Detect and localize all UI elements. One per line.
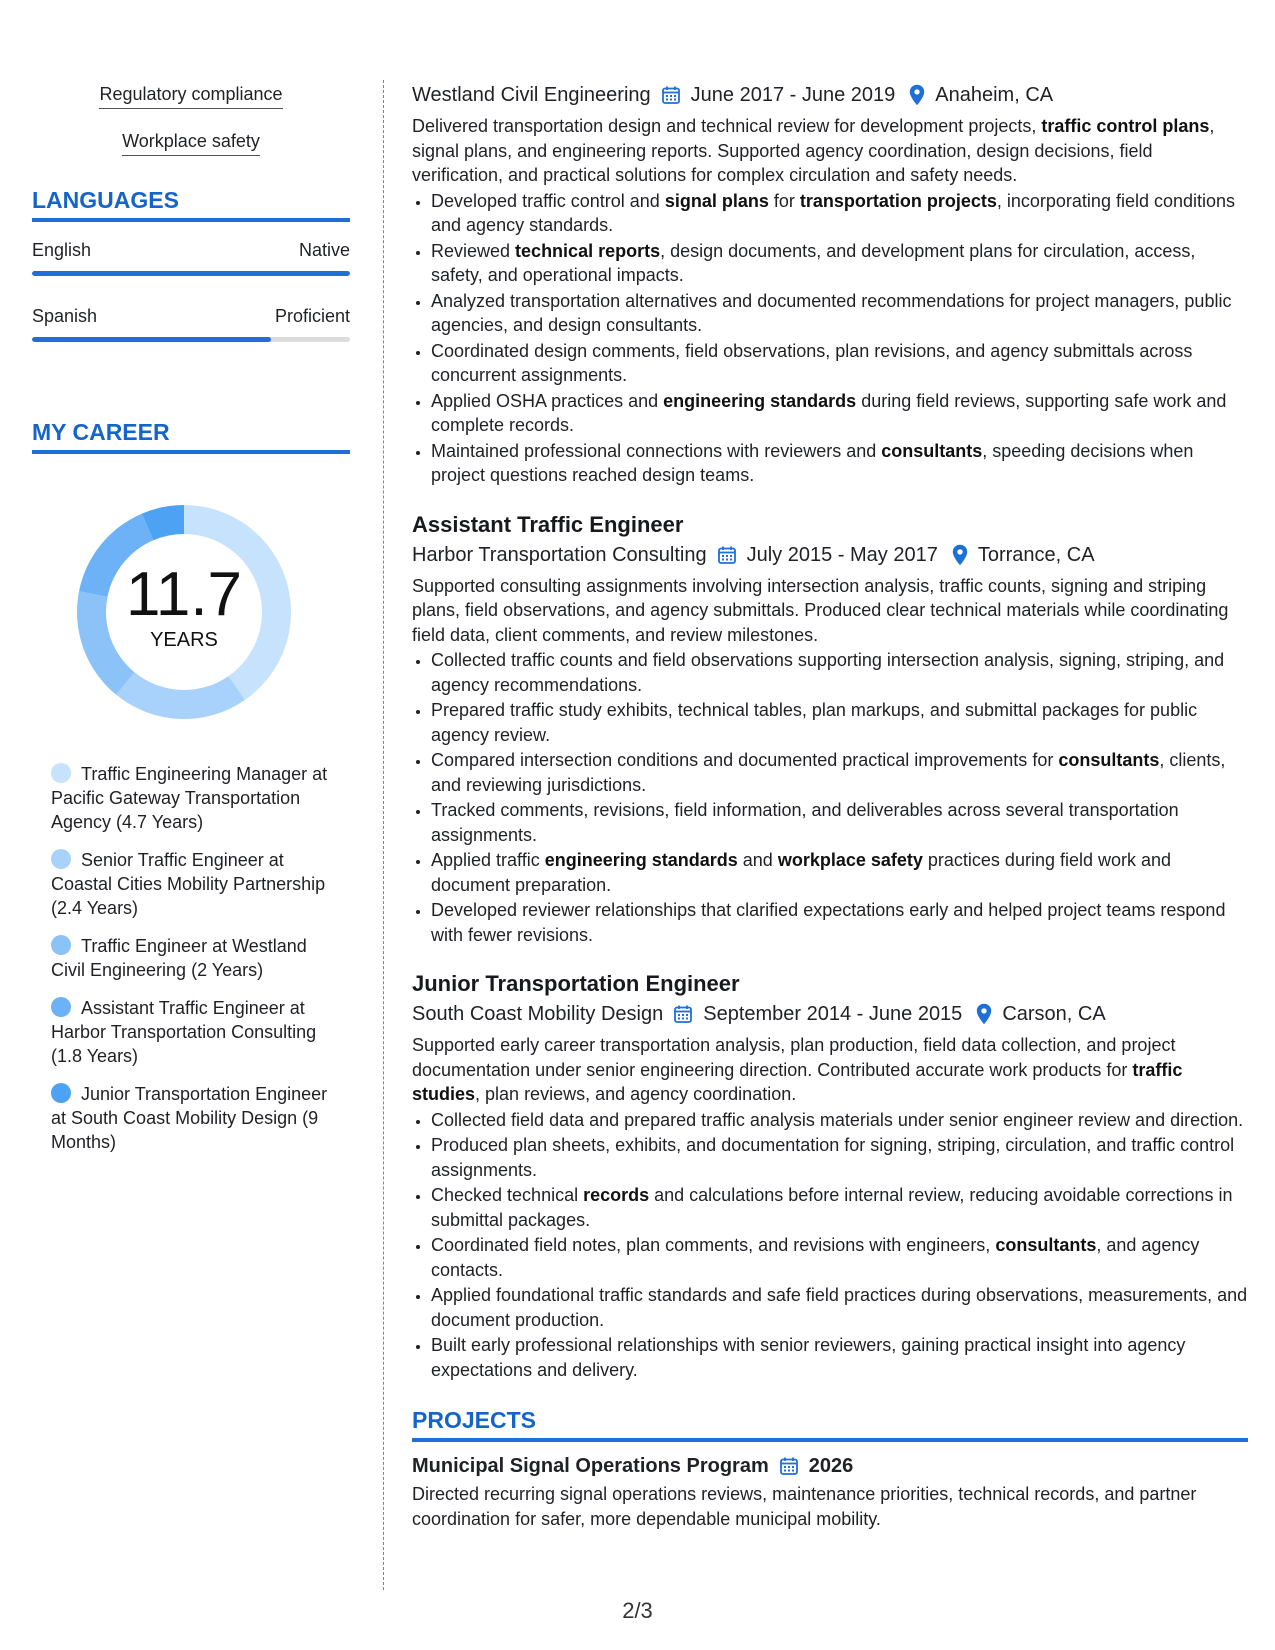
column-divider	[383, 80, 384, 1590]
job-bullet: • Coordinated design comments, field observations, plan revisions, and agency submittals across concurrent assignments.	[431, 339, 1248, 388]
company-name: Harbor Transportation Consulting	[412, 543, 707, 566]
project-description: Directed recurring signal operations reviews, maintenance priorities, technical records, and partner coordination for safer, more dependable municipal mobility.	[412, 1484, 1197, 1529]
job-bullet: • Prepared traffic study exhibits, technical tables, plan markups, and submittal packages for public agency review.	[431, 698, 1248, 747]
projects-heading: PROJECTS	[412, 1406, 1248, 1442]
career-total-years: 11.7	[125, 560, 243, 629]
project-title: Municipal Signal Operations Program	[412, 1455, 769, 1477]
language-bar-fill	[32, 271, 350, 276]
job-dates: June 2017 - June 2019	[690, 84, 896, 106]
legend-dot-icon	[51, 997, 71, 1017]
language-entry	[32, 238, 350, 276]
job-bullets	[412, 1108, 1248, 1383]
job-title: Assistant Traffic Engineer	[412, 511, 684, 537]
job-bullets	[412, 648, 1248, 947]
job-meta	[412, 540, 1248, 570]
job-bullet: • Tracked comments, revisions, field information, and deliverables across several transportation assignments.	[431, 798, 1248, 847]
calendar-icon	[661, 85, 681, 105]
job-bullet: • Compared intersection conditions and documented practical improvements for consultants, clients, and reviewing jurisdictions.	[431, 748, 1248, 797]
language-bar	[32, 271, 350, 276]
company-name: South Coast Mobility Design	[412, 1003, 664, 1025]
job-entry	[412, 969, 1248, 1382]
map-pin-icon	[976, 1003, 992, 1025]
job-dates: September 2014 - June 2015	[703, 1003, 963, 1025]
job-bullet: • Coordinated field notes, plan comments, and revisions with engineers, consultants, and agency contacts.	[431, 1233, 1248, 1282]
job-bullet: • Checked technical records and calculations before internal review, reducing avoidable corrections in submittal packages.	[431, 1183, 1248, 1232]
job-location: Carson, CA	[1002, 1003, 1106, 1025]
skill-tag: Workplace safety	[122, 129, 260, 156]
donut-center	[66, 494, 302, 730]
experience-list	[412, 80, 1248, 1382]
career-list	[51, 762, 329, 1154]
skills-list	[32, 82, 350, 156]
legend-dot-icon	[51, 763, 71, 783]
job-bullet: • Applied OSHA practices and engineering standards during field reviews, supporting safe work and complete records.	[431, 389, 1248, 438]
career-heading: MY CAREER	[32, 418, 350, 454]
language-entry	[32, 304, 350, 342]
career-list-item: Traffic Engineer at Westland Civil Engineering (2 Years)	[51, 936, 307, 980]
job-bullet: • Reviewed technical reports, design documents, and development plans for circulation, access, safety, and operational impacts.	[431, 239, 1248, 288]
career-total-unit: YEARS	[150, 629, 218, 651]
language-name: Spanish	[32, 306, 98, 326]
legend-dot-icon	[51, 1083, 71, 1103]
job-bullet: • Built early professional relationships with senior reviewers, gaining practical insight into agency expectations and delivery.	[431, 1333, 1248, 1382]
job-entry	[412, 510, 1248, 948]
project-year: 2026	[808, 1455, 854, 1477]
language-level: Native	[298, 240, 350, 260]
sidebar	[32, 82, 350, 1168]
company-name: Westland Civil Engineering	[412, 84, 651, 106]
job-bullet: • Developed traffic control and signal plans for transportation projects, incorporating field conditions and agency standards.	[431, 189, 1248, 238]
calendar-icon	[779, 1456, 799, 1476]
job-bullet: • Maintained professional connections with reviewers and consultants, speeding decisions when project questions reached design teams.	[431, 439, 1248, 488]
career-list-item: Senior Traffic Engineer at Coastal Cities Mobility Partnership (2.4 Years)	[51, 850, 326, 918]
career-list-item: Traffic Engineering Manager at Pacific Gateway Transportation Agency (4.7 Years)	[51, 764, 328, 832]
project-entry	[412, 1452, 1248, 1531]
job-dates: July 2015 - May 2017	[746, 543, 938, 566]
job-meta	[412, 999, 1248, 1029]
language-name: English	[32, 240, 92, 260]
career-list-item: Junior Transportation Engineer at South Coast Mobility Design (9 Months)	[51, 1084, 328, 1152]
job-bullet: • Applied foundational traffic standards and safe field practices during observations, measurements, and document production.	[431, 1283, 1248, 1332]
languages-heading: LANGUAGES	[32, 186, 350, 222]
career-donut-chart	[66, 494, 302, 730]
map-pin-icon	[952, 544, 968, 566]
job-title: Junior Transportation Engineer	[412, 971, 740, 996]
calendar-icon	[673, 1004, 693, 1024]
job-location: Torrance, CA	[977, 543, 1095, 566]
job-bullet: • Produced plan sheets, exhibits, and documentation for signing, striping, circulation, and traffic control assignments.	[431, 1133, 1248, 1182]
job-bullet: • Analyzed transportation alternatives and documented recommendations for project managers, public agencies, and design consultants.	[431, 289, 1248, 338]
job-bullet: • Collected traffic counts and field observations supporting intersection analysis, signing, striping, and agency recommendations.	[431, 648, 1248, 697]
map-pin-icon	[909, 84, 925, 106]
job-meta	[412, 80, 1248, 110]
job-entry	[412, 80, 1248, 488]
legend-dot-icon	[51, 935, 71, 955]
job-bullet: • Applied traffic engineering standards and workplace safety practices during field work and document preparation.	[431, 848, 1248, 897]
main-content	[412, 80, 1248, 1531]
job-bullet: • Collected field data and prepared traffic analysis materials under senior engineer review and direction.	[431, 1108, 1248, 1133]
job-bullets	[412, 189, 1248, 488]
language-level: Proficient	[274, 306, 350, 326]
career-list-item: Assistant Traffic Engineer at Harbor Transportation Consulting (1.8 Years)	[51, 998, 317, 1066]
language-bar-fill	[32, 337, 271, 342]
job-location: Anaheim, CA	[935, 84, 1054, 106]
job-description: Delivered transportation design and technical review for development projects, traffic control plans, signal plans, and engineering reports. Supported agency coordination, design decisions, field verification, and practical solutions for complex circulation and safety needs.	[412, 116, 1215, 185]
job-bullet: • Developed reviewer relationships that clarified expectations early and helped project teams respond with fewer revisions.	[431, 898, 1248, 947]
skill-tag: Regulatory compliance	[99, 82, 282, 109]
language-bar	[32, 337, 350, 342]
job-description: Supported consulting assignments involving intersection analysis, traffic counts, signing and striping plans, field observations, and agency submittals. Produced clear technical materials while coordinating field data, client comments, and review milestones.	[412, 575, 1229, 645]
legend-dot-icon	[51, 849, 71, 869]
calendar-icon	[717, 545, 737, 565]
job-description: Supported early career transportation analysis, plan production, field data collection, and project documentation under senior engineering direction. Contributed accurate work products for traffic studies, plan reviews, and agency coordination.	[412, 1035, 1183, 1104]
page-number: 2/3	[622, 1598, 653, 1623]
